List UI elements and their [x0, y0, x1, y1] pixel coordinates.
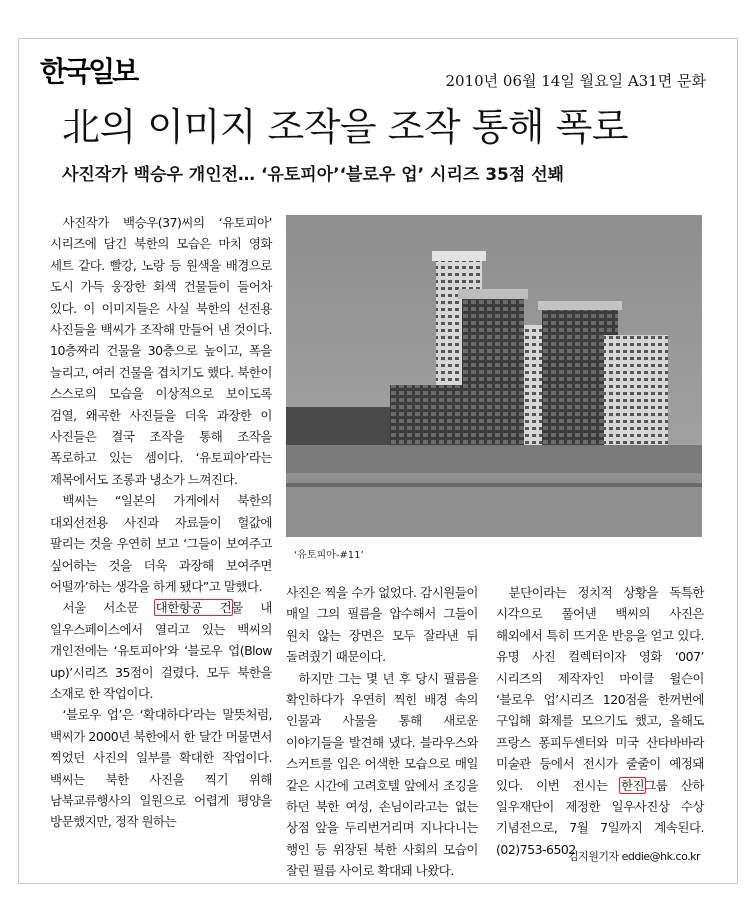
photo-caption: ‘유토피아-#11’ [294, 550, 364, 561]
dateline: 2010년 06월 14일 월요일 A31면 문화 [445, 72, 706, 90]
subheadline: 사진작가 백승우 개인전… ‘유토피아’‘블로우 업’ 시리즈 35점 선봬 [62, 165, 565, 185]
paragraph: 사진작가 백승우(37)씨의 ‘유토피아’ 시리즈에 담긴 북한의 모습은 마치 영화 세트 같다. 빨강, 노랑 등 원색을 배경으로 도시 가득 웅장한 회색 건물들이 들어차 있다. 이 이미지들은 사실 북한의 선전용 사진들을 백씨가 조작해 만들어 낸 것이다. 10층짜리 건물을 30층으로 높이고, 폭을 늘리고, 여러 건물을 겹치기도 했다. 북한이 스스로의 모습을 이상적으로 보이도록 검열, 왜곡한 사진들을 더욱 과장한 이 사진들은 결국 조작을 통해 조작을 폭로하고 있는 셈이다. ‘유토피아’라는 제목에서도 조롱과 냉소가 느껴진다. [50, 215, 272, 487]
highlighted-text: 한진 [621, 777, 645, 793]
article-column-2 [286, 582, 478, 879]
headline: 北의 이미지 조작을 조작 통해 폭로 [62, 105, 629, 149]
newspaper-logo: 한국일보 [40, 55, 137, 88]
byline: 김지원기자 eddie@hk.co.kr [568, 850, 700, 863]
article-column-1 [50, 212, 272, 872]
paragraph [50, 597, 272, 704]
text-run: 물 내 일우스페이스에서 열리고 있는 백씨의 개인전에는 ‘유토피아’와 ‘블로우 업(Blow up)’시리즈 35점이 걸렸다. 모두 북한을 소재로 한 작업이다. [50, 600, 272, 701]
text-run: 서울 서소문 [62, 600, 156, 616]
article-photo [286, 215, 702, 537]
apartment-buildings-photo [286, 215, 702, 537]
paragraph: ‘블로우 업’은 ‘확대하다’라는 말뜻처럼, 백씨가 2000년 북한에서 한 달간 머물면서 찍었던 사진의 일부를 확대한 작업이다. 백씨는 북한 사진을 찍기 위해 남북교류행사의 일원으로 어렵게 평양을 방문했지만, 정작 원하는 [50, 707, 272, 830]
text-run: 그룹 산하 일우재단이 제정한 일우사진상 수상 기념전으로, 7월 7일까지 계속된다. (02)753-6502 [496, 777, 704, 857]
paragraph: 백씨는 “일본의 가게에서 북한의 대외선전용 사진과 자료들이 헐값에 팔리는 것을 우연히 보고 ‘그들이 보여주고 싶어하는 것을 더욱 과장해 보여주면 어떨까’하는 생각을 하게 됐다”고 말했다. [50, 493, 272, 594]
paragraph: 사진은 찍을 수가 없었다. 감시원들이 매일 그의 필름을 압수해서 그들이 원치 않는 장면은 모두 잘라낸 뒤 돌려줬기 때문이다. [286, 585, 478, 665]
paragraph [496, 582, 704, 860]
paragraph: 하지만 그는 몇 년 후 당시 필름을 확인하다가 우연히 찍힌 배경 속의 인물과 사물을 통해 새로운 이야기들을 발견해 냈다. 블라우스와 스커트를 입은 어색한 모습으로 매일 같은 시간에 고려호텔 앞에서 조깅을 하던 북한 여성, 손님이라고는 없는 상점 앞을 두리번거리며 지나다니는 행인 등 위장된 북한 사회의 모습이 잘린 필름 사이로 확대돼 나왔다. [286, 670, 478, 879]
text-run: 분단이라는 정치적 상황을 독특한 시각으로 풀어낸 백씨의 사진은 해외에서 특히 뜨거운 반응을 얻고 있다. 유명 사진 컬렉터이자 영화 ‘007’ 시리즈의 제작자인 마이클 윌슨이 ‘블로우 업’시리즈 120점을 한꺼번에 구입해 화제를 모으기도 했고, 올해도 프랑스 퐁피두센터와 미국 산타바바라 미술관 등에서 전시가 줄줄이 예정돼 있다. 이번 전시는 [496, 585, 704, 793]
highlighted-text: 대한항공 건 [155, 600, 232, 616]
